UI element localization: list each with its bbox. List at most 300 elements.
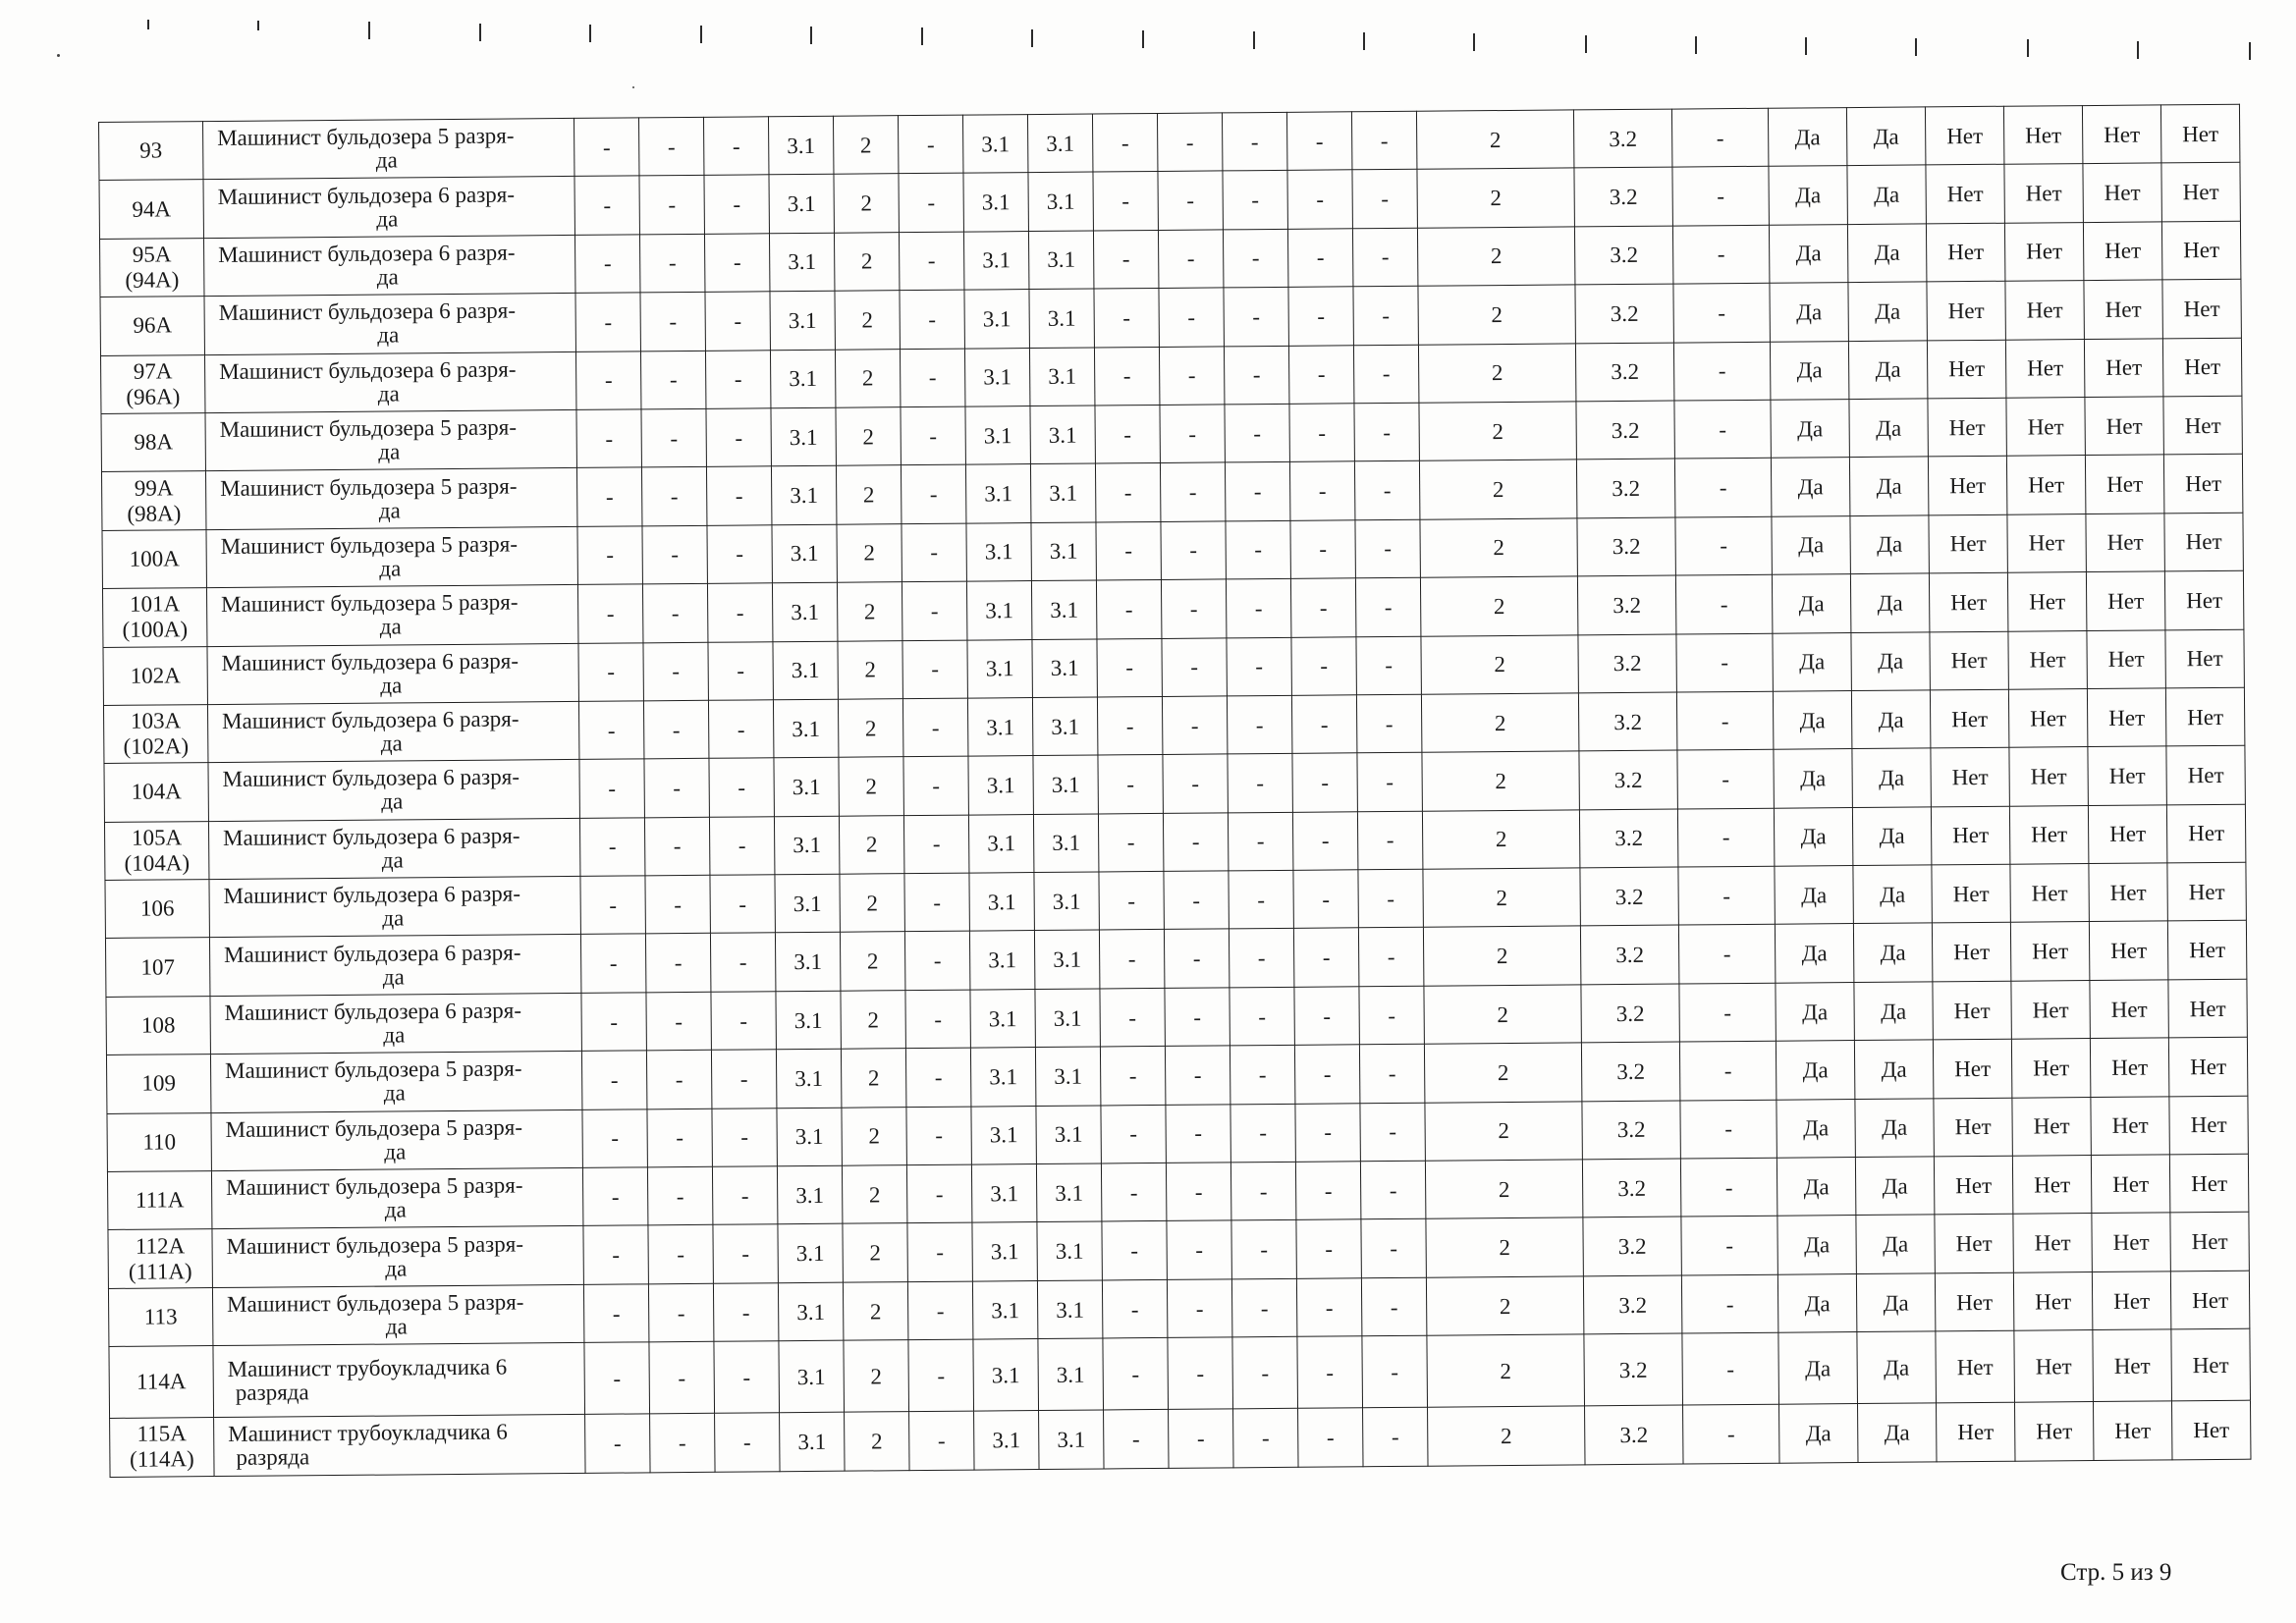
- value-cell: -: [902, 640, 967, 699]
- value-cell: -: [578, 701, 643, 760]
- position-text-line1: Машинист бульдозера 5 разря-: [224, 1055, 522, 1084]
- value-cell: -: [1169, 1409, 1233, 1468]
- value-cell: Нет: [1926, 223, 2004, 282]
- value-cell: Да: [1770, 283, 1848, 342]
- value-cell: -: [906, 1107, 971, 1165]
- value-cell: -: [709, 816, 774, 875]
- row-number-cell: [100, 354, 204, 413]
- row-number-text: (98А): [127, 500, 182, 526]
- value-cell: -: [900, 290, 964, 349]
- row-number-text: 94А: [132, 195, 172, 222]
- value-cell: Нет: [2166, 804, 2245, 863]
- value-cell: -: [1363, 1407, 1428, 1466]
- value-cell: -: [1166, 1163, 1230, 1221]
- value-cell: Да: [1854, 982, 1933, 1041]
- row-number-text: (102А): [123, 733, 190, 759]
- value-cell: -: [1672, 225, 1769, 284]
- value-cell: 3.1: [968, 814, 1033, 873]
- value-cell: -: [1224, 288, 1288, 347]
- value-cell: 3.1: [972, 1222, 1037, 1281]
- row-number-text: 99А: [134, 474, 174, 501]
- position-text-line2: да: [380, 730, 403, 756]
- binding-tick-mark: [700, 26, 702, 43]
- value-cell: 3.1: [965, 406, 1030, 465]
- value-cell: -: [1094, 347, 1159, 406]
- value-cell: Да: [1856, 1273, 1935, 1332]
- binding-tick-mark: [368, 22, 370, 39]
- value-cell: 3.2: [1573, 109, 1671, 168]
- value-cell: 2: [1419, 460, 1576, 519]
- value-cell: -: [1224, 346, 1288, 405]
- value-cell: 3.1: [970, 989, 1035, 1048]
- value-cell: -: [1674, 400, 1771, 459]
- value-cell: 3.1: [962, 115, 1027, 174]
- value-cell: -: [1681, 1217, 1777, 1275]
- value-cell: -: [1101, 1105, 1166, 1163]
- value-cell: -: [1352, 170, 1417, 229]
- value-cell: -: [1357, 811, 1422, 870]
- position-text-line1: Машинист трубоукладчика 6: [228, 1419, 508, 1447]
- value-cell: -: [1164, 871, 1229, 930]
- value-cell: -: [1356, 636, 1421, 695]
- value-cell: 2: [1416, 110, 1573, 170]
- value-cell: -: [712, 1166, 777, 1225]
- value-cell: Нет: [2087, 629, 2165, 688]
- value-cell: -: [1355, 519, 1420, 578]
- value-cell: 3.1: [1032, 697, 1097, 756]
- value-cell: -: [648, 1283, 713, 1342]
- value-cell: 3.1: [778, 1224, 843, 1283]
- row-number-text: 115А: [137, 1421, 187, 1447]
- position-text-line1: Машинист бульдозера 6 разря-: [224, 940, 521, 967]
- value-cell: Да: [1852, 748, 1931, 807]
- value-cell: -: [898, 115, 962, 174]
- value-cell: 2: [843, 1223, 907, 1282]
- value-cell: Да: [1777, 1158, 1855, 1217]
- value-cell: Нет: [2088, 805, 2166, 864]
- value-cell: 3.2: [1576, 459, 1674, 517]
- value-cell: -: [1093, 172, 1158, 231]
- value-cell: 3.2: [1574, 167, 1672, 226]
- value-cell: Нет: [1928, 398, 2006, 457]
- value-cell: Нет: [1927, 340, 2005, 399]
- value-cell: -: [1093, 230, 1158, 289]
- value-cell: Да: [1855, 1157, 1934, 1216]
- position-text-line1: Машинист бульдозера 6 разря-: [218, 298, 517, 326]
- value-cell: 3.1: [773, 641, 838, 700]
- value-cell: Нет: [2093, 1401, 2171, 1460]
- value-cell: 3.2: [1581, 984, 1679, 1043]
- value-cell: 2: [1425, 1160, 1582, 1219]
- value-cell: -: [1360, 1103, 1425, 1162]
- row-number-text: (100А): [122, 617, 189, 643]
- value-cell: Нет: [1933, 1039, 2011, 1098]
- value-cell: Да: [1769, 166, 1847, 225]
- value-cell: -: [710, 875, 775, 934]
- row-number-cell: [103, 704, 207, 763]
- value-cell: Нет: [2010, 922, 2089, 981]
- value-cell: 3.1: [1039, 1410, 1104, 1469]
- position-text-line1: Машинист бульдозера 5 разря-: [220, 472, 518, 501]
- value-cell: Нет: [2005, 281, 2084, 340]
- value-cell: 3.1: [1032, 639, 1097, 698]
- value-cell: 3.1: [773, 699, 838, 758]
- value-cell: Нет: [2171, 1400, 2250, 1459]
- value-cell: 3.1: [966, 522, 1031, 581]
- value-cell: Нет: [2091, 1155, 2169, 1214]
- value-cell: Нет: [2004, 222, 2083, 281]
- value-cell: 3.2: [1584, 1333, 1683, 1406]
- value-cell: -: [639, 176, 704, 235]
- position-text-line1: Машинист бульдозера 6 разря-: [218, 240, 516, 267]
- row-number-text: 110: [142, 1129, 177, 1155]
- value-cell: Нет: [2085, 455, 2163, 514]
- value-cell: 3.1: [971, 1164, 1036, 1223]
- value-cell: Нет: [2083, 222, 2161, 281]
- position-cell: [204, 294, 575, 355]
- value-cell: -: [713, 1283, 778, 1342]
- value-cell: -: [1223, 229, 1287, 288]
- value-cell: 3.1: [769, 175, 834, 234]
- value-cell: -: [1676, 691, 1773, 750]
- value-cell: 2: [1418, 285, 1575, 345]
- value-cell: -: [578, 642, 643, 701]
- value-cell: Да: [1775, 924, 1853, 983]
- value-cell: Нет: [2082, 105, 2160, 164]
- value-cell: Нет: [2083, 163, 2161, 222]
- value-cell: 3.1: [1028, 172, 1093, 231]
- value-cell: Нет: [1931, 748, 2009, 807]
- value-cell: -: [1292, 811, 1357, 870]
- value-cell: 2: [1420, 576, 1577, 636]
- value-cell: -: [1354, 403, 1419, 461]
- value-cell: Нет: [2167, 921, 2246, 980]
- row-number-cell: [106, 996, 210, 1055]
- value-cell: -: [714, 1341, 780, 1414]
- value-cell: -: [581, 993, 646, 1052]
- value-cell: -: [650, 1413, 715, 1472]
- value-cell: 3.1: [964, 348, 1029, 406]
- value-cell: -: [708, 700, 773, 759]
- position-text-line2: да: [378, 439, 401, 464]
- value-cell: Да: [1770, 341, 1848, 400]
- value-cell: -: [1296, 1219, 1361, 1278]
- value-cell: -: [903, 815, 968, 874]
- value-cell: Нет: [2093, 1329, 2172, 1402]
- value-cell: -: [1680, 1158, 1777, 1217]
- value-cell: Нет: [2088, 746, 2166, 805]
- row-number-text: 103А: [130, 708, 182, 733]
- value-cell: 2: [1425, 1102, 1582, 1162]
- row-number-cell: [101, 471, 205, 530]
- value-cell: Нет: [1931, 806, 2009, 865]
- value-cell: -: [582, 1109, 647, 1167]
- value-cell: -: [1162, 637, 1227, 696]
- value-cell: Нет: [2014, 1330, 2094, 1403]
- value-cell: Да: [1847, 224, 1926, 283]
- value-cell: Нет: [2164, 570, 2243, 629]
- value-cell: 3.1: [1034, 930, 1099, 989]
- value-cell: Нет: [2160, 104, 2239, 163]
- value-cell: -: [705, 350, 770, 408]
- value-cell: -: [703, 117, 768, 176]
- value-cell: -: [1293, 928, 1358, 987]
- value-cell: -: [1099, 930, 1164, 989]
- position-cell: [205, 409, 576, 471]
- value-cell: -: [1101, 1163, 1166, 1221]
- value-cell: Нет: [2089, 921, 2167, 980]
- value-cell: Нет: [2013, 1271, 2092, 1330]
- value-cell: 3.1: [1033, 814, 1098, 873]
- position-text-line1: Машинист бульдозера 6 разря-: [223, 823, 520, 850]
- binding-tick-mark: [589, 25, 591, 42]
- value-cell: -: [1675, 574, 1772, 633]
- value-cell: Да: [1777, 1099, 1855, 1158]
- value-cell: 3.1: [972, 1280, 1037, 1339]
- position-text-line2: да: [377, 322, 400, 348]
- value-cell: 3.1: [973, 1339, 1039, 1412]
- value-cell: -: [1227, 695, 1291, 754]
- row-number-text: 104А: [131, 779, 182, 805]
- value-cell: -: [707, 525, 772, 584]
- value-cell: -: [1098, 755, 1163, 814]
- value-cell: -: [647, 1109, 712, 1167]
- value-cell: -: [1354, 461, 1419, 520]
- value-cell: -: [1676, 633, 1773, 692]
- value-cell: -: [1286, 112, 1351, 171]
- document-sheet: [98, 104, 2240, 1478]
- value-cell: Нет: [1930, 631, 2008, 690]
- value-cell: -: [1232, 1337, 1298, 1410]
- value-cell: -: [579, 818, 644, 877]
- value-cell: Да: [1848, 340, 1927, 399]
- value-cell: Нет: [1935, 1215, 2013, 1273]
- value-cell: -: [1362, 1335, 1428, 1408]
- value-cell: Да: [1847, 165, 1926, 224]
- value-cell: 2: [837, 523, 902, 582]
- binding-tick-mark: [1695, 36, 1697, 54]
- value-cell: Да: [1855, 1099, 1934, 1158]
- row-number-cell: [107, 1171, 211, 1230]
- position-cell: [204, 352, 575, 413]
- value-cell: -: [1287, 229, 1352, 288]
- position-cell: [211, 1167, 582, 1229]
- value-cell: Нет: [2010, 864, 2089, 923]
- value-cell: -: [1167, 1279, 1231, 1338]
- value-cell: Да: [1850, 573, 1929, 632]
- value-cell: -: [574, 176, 639, 235]
- binding-tick-mark: [1142, 30, 1144, 48]
- value-cell: -: [1166, 1105, 1230, 1163]
- value-cell: 2: [835, 349, 900, 407]
- row-number-text: 105А: [131, 825, 183, 850]
- value-cell: -: [575, 351, 640, 409]
- value-cell: Да: [1774, 749, 1852, 808]
- value-cell: -: [1351, 111, 1416, 170]
- position-text-line1: Машинист бульдозера 5 разря-: [226, 1231, 524, 1259]
- binding-tick-mark: [1031, 29, 1033, 47]
- value-cell: -: [1165, 1046, 1230, 1105]
- value-cell: -: [1228, 754, 1292, 813]
- position-text-line1: Машинист бульдозера 6 разря-: [224, 998, 522, 1026]
- value-cell: 3.1: [780, 1412, 845, 1471]
- value-cell: 3.1: [768, 116, 833, 175]
- value-cell: Нет: [1935, 1272, 2013, 1331]
- value-cell: -: [704, 234, 769, 293]
- value-cell: 2: [837, 582, 902, 641]
- value-cell: Нет: [2169, 1154, 2248, 1213]
- value-cell: -: [1294, 1045, 1359, 1104]
- value-cell: 2: [839, 757, 903, 816]
- row-number-cell: [99, 122, 203, 181]
- position-text-line1: Машинист бульдозера 5 разря-: [220, 531, 519, 559]
- value-cell: Да: [1852, 807, 1931, 866]
- value-cell: Нет: [2007, 514, 2086, 572]
- scan-binding-marks: [0, 0, 2296, 79]
- position-text-line1: Машинист бульдозера 6 разря-: [221, 648, 519, 676]
- value-cell: 3.2: [1582, 1101, 1680, 1160]
- binding-tick-mark: [2027, 39, 2029, 57]
- binding-tick-mark: [921, 27, 923, 45]
- value-cell: Нет: [1927, 281, 2005, 340]
- value-cell: 3.1: [777, 1108, 842, 1166]
- position-text-line1: Машинист бульдозера 6 разря-: [222, 706, 519, 734]
- value-cell: -: [1353, 286, 1418, 345]
- value-cell: 3.2: [1583, 1217, 1681, 1275]
- row-number-text: (114А): [130, 1446, 194, 1473]
- value-cell: Нет: [1934, 1156, 2012, 1215]
- value-cell: 3.1: [776, 1049, 841, 1108]
- value-cell: -: [1099, 872, 1164, 931]
- value-cell: Нет: [2162, 338, 2241, 397]
- position-text-line2: да: [380, 673, 403, 698]
- value-cell: Нет: [2169, 1096, 2248, 1155]
- value-cell: Да: [1776, 982, 1854, 1041]
- value-cell: 2: [1422, 810, 1579, 870]
- value-cell: 3.1: [1038, 1338, 1104, 1411]
- value-cell: Нет: [1929, 572, 2007, 631]
- value-cell: -: [1290, 520, 1355, 579]
- value-cell: Да: [1777, 1216, 1856, 1274]
- position-text-line2: да: [385, 1256, 408, 1281]
- value-cell: -: [906, 1164, 971, 1223]
- value-cell: -: [707, 583, 772, 642]
- value-cell: Нет: [2165, 687, 2244, 746]
- binding-tick-mark: [147, 20, 149, 29]
- row-number-text: 95А: [132, 242, 172, 267]
- value-cell: -: [1295, 1103, 1360, 1162]
- value-cell: -: [1356, 694, 1421, 753]
- binding-tick-mark: [1805, 37, 1807, 55]
- value-cell: -: [1683, 1404, 1779, 1463]
- position-cell: [206, 526, 577, 588]
- position-cell: [209, 876, 580, 938]
- value-cell: Да: [1772, 574, 1850, 633]
- value-cell: Нет: [2168, 1037, 2247, 1096]
- value-cell: -: [1361, 1219, 1426, 1278]
- value-cell: 2: [1417, 168, 1574, 228]
- binding-tick-mark: [1363, 32, 1365, 50]
- value-cell: -: [704, 175, 769, 234]
- value-cell: -: [1678, 866, 1775, 925]
- value-cell: 3.1: [771, 466, 836, 525]
- binding-tick-mark: [1473, 33, 1475, 51]
- value-cell: -: [1223, 171, 1287, 230]
- value-cell: -: [584, 1342, 650, 1415]
- value-cell: Да: [1774, 807, 1852, 866]
- value-cell: Нет: [2162, 279, 2241, 338]
- value-cell: Нет: [2086, 514, 2164, 572]
- position-cell: [214, 1415, 585, 1477]
- value-cell: 2: [836, 465, 901, 524]
- value-cell: 2: [1426, 1217, 1583, 1277]
- value-cell: Да: [1778, 1332, 1858, 1405]
- value-cell: Нет: [2166, 746, 2245, 805]
- row-number-cell: [99, 180, 203, 239]
- value-cell: -: [641, 408, 706, 467]
- value-cell: 3.1: [775, 874, 840, 933]
- value-cell: -: [1162, 696, 1227, 755]
- position-text-line1: Машинист бульдозера 5 разря-: [225, 1172, 523, 1201]
- value-cell: 2: [1427, 1334, 1585, 1407]
- value-cell: -: [1681, 1274, 1777, 1333]
- binding-tick-mark: [2249, 42, 2251, 60]
- value-cell: -: [709, 758, 774, 817]
- value-cell: -: [583, 1284, 648, 1343]
- value-cell: 2: [836, 407, 901, 466]
- value-cell: -: [576, 409, 641, 468]
- value-cell: -: [1230, 987, 1294, 1046]
- value-cell: -: [1361, 1277, 1426, 1336]
- value-cell: 3.1: [778, 1282, 843, 1341]
- value-cell: Нет: [2006, 398, 2085, 457]
- value-cell: -: [646, 992, 711, 1051]
- value-cell: -: [903, 756, 968, 815]
- value-cell: 3.2: [1578, 634, 1676, 693]
- value-cell: 2: [838, 699, 902, 758]
- value-cell: 3.1: [969, 931, 1034, 990]
- value-cell: 2: [840, 874, 904, 933]
- row-number-text: (96А): [126, 384, 181, 409]
- value-cell: Нет: [1929, 514, 2007, 573]
- value-cell: 3.1: [1030, 406, 1095, 464]
- value-cell: 2: [843, 1281, 907, 1340]
- position-cell: [203, 235, 574, 297]
- value-cell: -: [1294, 987, 1359, 1046]
- value-cell: 3.2: [1580, 926, 1678, 985]
- value-cell: -: [643, 700, 708, 759]
- row-number-cell: [110, 1418, 214, 1477]
- position-cell: [206, 585, 577, 647]
- position-text-line2: да: [385, 1314, 408, 1339]
- value-cell: -: [1159, 346, 1224, 405]
- value-cell: -: [1358, 928, 1423, 987]
- value-cell: Нет: [2085, 397, 2163, 456]
- value-cell: -: [905, 990, 970, 1049]
- position-cell: [210, 1052, 581, 1113]
- row-number-cell: [100, 297, 204, 355]
- value-cell: -: [579, 759, 644, 818]
- value-cell: 2: [1424, 985, 1581, 1045]
- value-cell: -: [1674, 459, 1771, 517]
- row-number-text: 102А: [130, 663, 181, 688]
- value-cell: -: [1097, 638, 1162, 697]
- position-text-line2: разряда: [235, 1380, 309, 1406]
- row-number-text: (104А): [124, 850, 191, 876]
- value-cell: -: [904, 932, 969, 991]
- value-cell: -: [575, 293, 640, 352]
- value-cell: -: [1357, 753, 1422, 812]
